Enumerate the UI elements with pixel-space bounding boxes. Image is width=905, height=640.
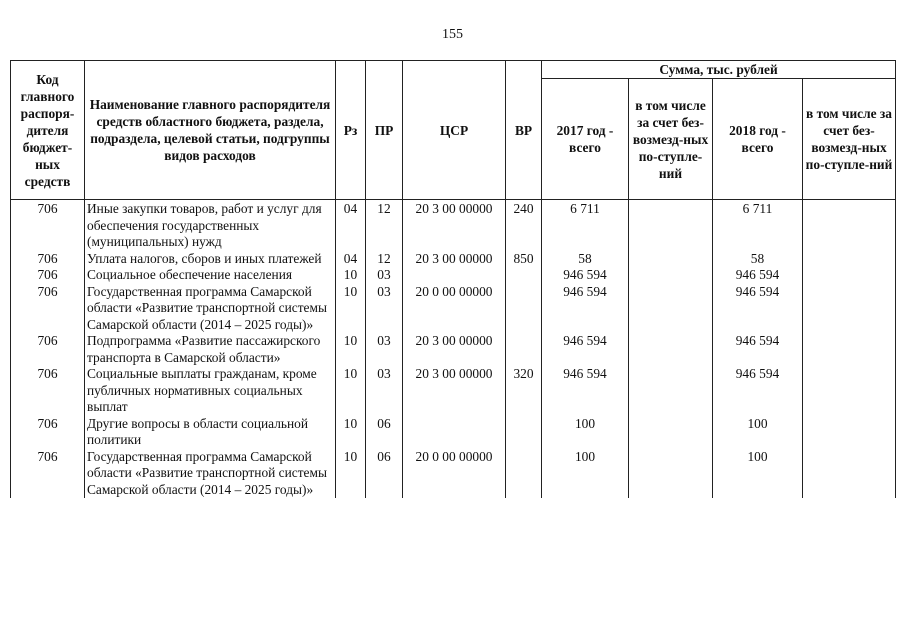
cell-vr (506, 267, 542, 284)
cell-code: 706 (11, 449, 85, 499)
cell-2018-free (803, 449, 896, 499)
cell-vr (506, 449, 542, 499)
cell-2017-free (629, 416, 713, 449)
header-pr: ПР (366, 61, 403, 200)
cell-2017-free (629, 366, 713, 416)
cell-pr: 12 (366, 200, 403, 251)
cell-rz: 10 (336, 416, 366, 449)
cell-2018-free (803, 366, 896, 416)
header-2017-free: в том числе за счет без-возмезд-ных по-ступле-ний (629, 79, 713, 200)
cell-vr: 240 (506, 200, 542, 251)
cell-rz: 04 (336, 200, 366, 251)
table-body (11, 200, 896, 499)
cell-code: 706 (11, 366, 85, 416)
cell-code: 706 (11, 251, 85, 268)
cell-vr: 320 (506, 366, 542, 416)
header-code: Код главного распоря-дителя бюджет-ных средств (11, 61, 85, 200)
cell-2017-total: 100 (542, 449, 629, 499)
table-row (11, 200, 896, 251)
header-2017-total: 2017 год - всего (542, 79, 629, 200)
cell-csr: 20 0 00 00000 (403, 449, 506, 499)
cell-2017-total: 946 594 (542, 333, 629, 366)
cell-pr: 03 (366, 366, 403, 416)
cell-rz: 10 (336, 267, 366, 284)
cell-2018-total: 946 594 (713, 284, 803, 334)
header-name: Наименование главного распорядителя средств областного бюджета, раздела, подраздела, целевой статьи, подгруппы видов расходов (85, 61, 336, 200)
table-row (11, 333, 896, 366)
cell-vr (506, 284, 542, 334)
cell-2018-free (803, 333, 896, 366)
cell-2018-total: 100 (713, 416, 803, 449)
cell-2017-total: 58 (542, 251, 629, 268)
table-row (11, 267, 896, 284)
header-2018-free: в том числе за счет без-возмезд-ных по-ступле-ний (803, 79, 896, 200)
cell-csr: 20 3 00 00000 (403, 251, 506, 268)
cell-2018-total: 58 (713, 251, 803, 268)
cell-csr (403, 416, 506, 449)
cell-vr: 850 (506, 251, 542, 268)
cell-2017-total: 946 594 (542, 366, 629, 416)
cell-csr: 20 3 00 00000 (403, 366, 506, 416)
cell-2017-free (629, 251, 713, 268)
cell-2018-total: 946 594 (713, 333, 803, 366)
cell-name: Государственная программа Самарской области «Развитие транспортной системы Самарской области (2014 – 2025 годы)» (85, 449, 336, 499)
cell-name: Другие вопросы в области социальной политики (85, 416, 336, 449)
cell-rz: 04 (336, 251, 366, 268)
cell-2018-total: 946 594 (713, 366, 803, 416)
header-csr: ЦСР (403, 61, 506, 200)
cell-2018-free (803, 267, 896, 284)
table-row (11, 366, 896, 416)
header-sum-group: Сумма, тыс. рублей (542, 61, 896, 79)
cell-2018-total: 6 711 (713, 200, 803, 251)
cell-pr: 06 (366, 416, 403, 449)
page-number: 155 (442, 27, 463, 42)
cell-vr (506, 416, 542, 449)
cell-name: Подпрограмма «Развитие пассажирского транспорта в Самарской области» (85, 333, 336, 366)
cell-name: Социальные выплаты гражданам, кроме публичных нормативных социальных выплат (85, 366, 336, 416)
cell-2017-free (629, 200, 713, 251)
cell-code: 706 (11, 333, 85, 366)
cell-rz: 10 (336, 284, 366, 334)
header-rz: Рз (336, 61, 366, 200)
cell-pr: 03 (366, 267, 403, 284)
cell-2017-free (629, 267, 713, 284)
cell-2018-free (803, 416, 896, 449)
cell-csr: 20 0 00 00000 (403, 284, 506, 334)
cell-rz: 10 (336, 449, 366, 499)
cell-2018-total: 946 594 (713, 267, 803, 284)
budget-table (10, 60, 896, 498)
table-header (11, 61, 896, 200)
cell-rz: 10 (336, 366, 366, 416)
cell-pr: 12 (366, 251, 403, 268)
cell-2017-total: 946 594 (542, 267, 629, 284)
cell-2017-free (629, 284, 713, 334)
cell-code: 706 (11, 284, 85, 334)
cell-code: 706 (11, 416, 85, 449)
table-row (11, 251, 896, 268)
cell-name: Иные закупки товаров, работ и услуг для обеспечения государственных (муниципальных) нужд (85, 200, 336, 251)
cell-2017-total: 6 711 (542, 200, 629, 251)
table-row (11, 284, 896, 334)
cell-2017-total: 100 (542, 416, 629, 449)
cell-code: 706 (11, 267, 85, 284)
header-2018-total: 2018 год - всего (713, 79, 803, 200)
cell-rz: 10 (336, 333, 366, 366)
cell-2018-free (803, 251, 896, 268)
cell-name: Социальное обеспечение населения (85, 267, 336, 284)
cell-pr: 06 (366, 449, 403, 499)
cell-pr: 03 (366, 333, 403, 366)
cell-pr: 03 (366, 284, 403, 334)
cell-2018-total: 100 (713, 449, 803, 499)
header-vr: ВР (506, 61, 542, 200)
cell-csr: 20 3 00 00000 (403, 333, 506, 366)
cell-name: Государственная программа Самарской области «Развитие транспортной системы Самарской области (2014 – 2025 годы)» (85, 284, 336, 334)
table-row (11, 449, 896, 499)
cell-code: 706 (11, 200, 85, 251)
table-row (11, 416, 896, 449)
cell-2018-free (803, 284, 896, 334)
cell-2017-free (629, 333, 713, 366)
cell-2017-free (629, 449, 713, 499)
cell-vr (506, 333, 542, 366)
cell-name: Уплата налогов, сборов и иных платежей (85, 251, 336, 268)
cell-2018-free (803, 200, 896, 251)
cell-csr (403, 267, 506, 284)
cell-2017-total: 946 594 (542, 284, 629, 334)
cell-csr: 20 3 00 00000 (403, 200, 506, 251)
